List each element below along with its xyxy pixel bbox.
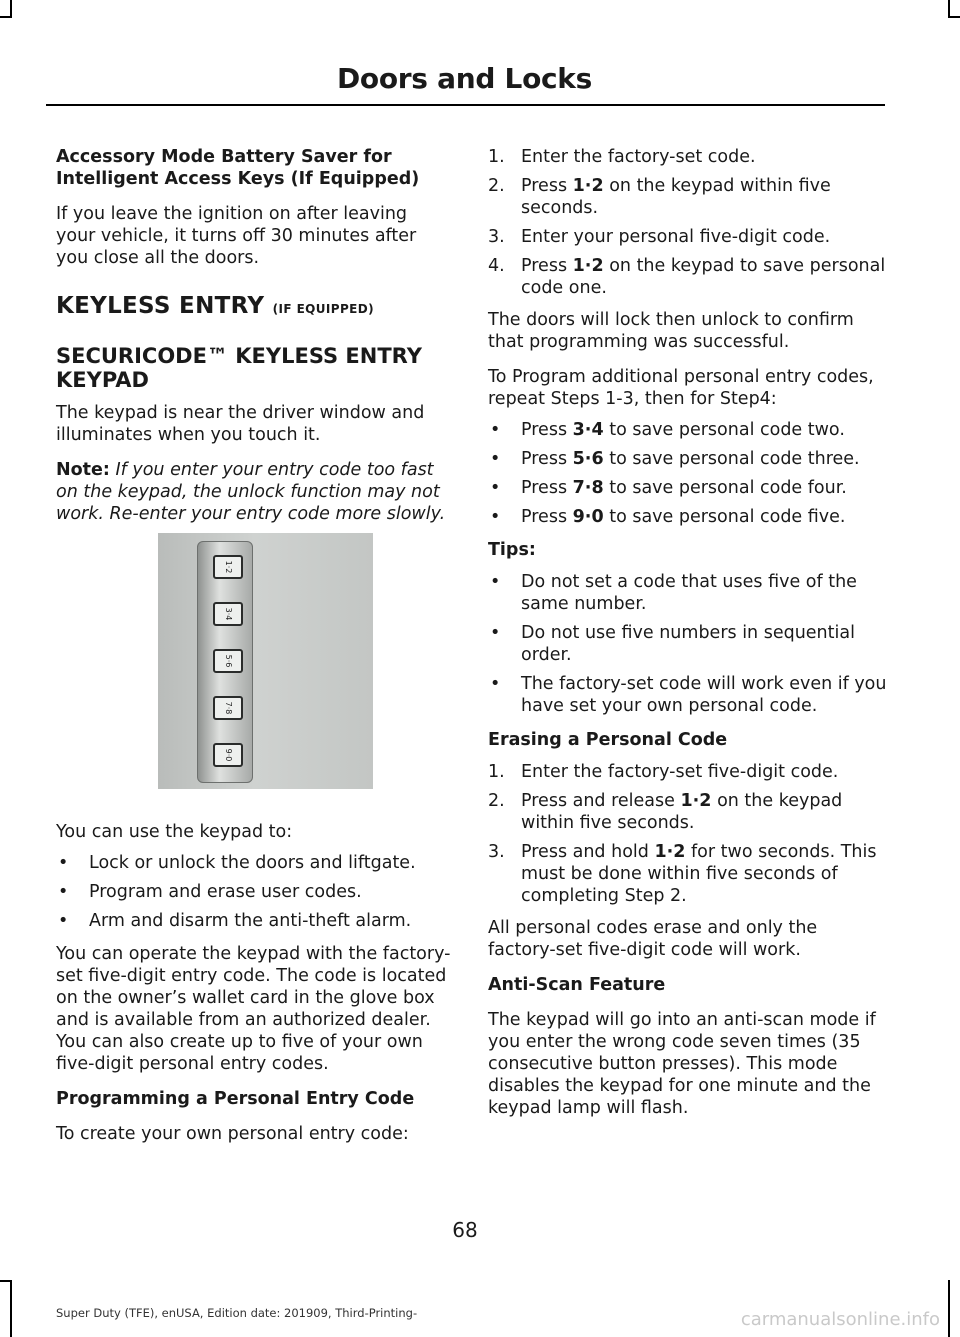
keypad-location-text: The keypad is near the driver window and illuminates when you touch it. [56,403,425,445]
note-text: If you enter your entry code too fast on the keypad, the unlock function may not work. Re-enter your entry code more slowly. [56,460,446,524]
list-item: 3. Enter your personal five-digit code. [488,227,831,247]
watermark: carmanualsonline.info [740,1309,940,1330]
key-label: 1·2 [572,256,604,276]
list-item: • Press 7·8 to save personal code four. [488,477,888,499]
crop-mark [948,1280,950,1337]
programming-heading: Programming a Personal Entry Code [56,1089,415,1109]
keypad-key: 5·6 [213,649,243,673]
list-item: • Press 3·4 to save personal code two. [488,419,888,441]
operate-text: You can operate the keypad with the factory-set five-digit entry code. The code is located on the owner’s wallet card in the glove box and is available from an authorized dealer. You can also create up to five of your own five-digit personal entry codes. [56,944,451,1074]
confirm-text: The doors will lock then unlock to confirm that programming was successful. [488,310,854,352]
list-item: 1. Enter the factory-set five-digit code. [488,762,839,782]
crop-mark [948,16,960,18]
battery-saver-heading: Accessory Mode Battery Saver for Intelligent Access Keys (If Equipped) [56,147,420,189]
list-item: 2. Press 1·2 on the keypad within five seconds. [488,176,831,218]
keypad-key: 7·8 [213,696,243,720]
key-label: 5·6 [572,449,604,469]
erasing-steps [488,761,888,907]
securicode-heading: SECURICODE™ KEYLESS ENTRY KEYPAD [56,344,422,392]
programming-steps [488,146,888,299]
programming-intro: To create your own personal entry code: [56,1124,409,1144]
additional-text: To Program additional personal entry codes, repeat Steps 1-3, then for Step4: [488,367,874,409]
list-item: • Press 9·0 to save personal code five. [488,506,888,528]
additional-codes-list [488,419,888,528]
tips-list [488,571,888,717]
header-divider [46,104,885,106]
tips-heading: Tips: [488,540,536,560]
keyless-entry-title: KEYLESS ENTRY [56,293,265,319]
keypad-strip [197,541,253,783]
crop-mark [0,1280,12,1282]
right-column [488,146,888,1119]
crop-mark [0,16,12,18]
page-number: 68 [452,1218,478,1242]
if-equipped-label: (IF EQUIPPED) [272,302,375,316]
battery-saver-text: If you leave the ignition on after leaving your vehicle, it turns off 30 minutes after you close all the doors. [56,204,417,268]
list-item: • Lock or unlock the doors and liftgate. [56,852,451,874]
left-column [56,146,451,1145]
list-item: • Do not use five numbers in sequential order. [488,622,888,666]
key-label: 1·2 [680,791,712,811]
key-label: 9·0 [572,507,604,527]
note [56,459,451,525]
list-item: • Do not set a code that uses five of the same number. [488,571,888,615]
list-item: • Arm and disarm the anti-theft alarm. [56,910,451,932]
list-item: • The factory-set code will work even if you have set your own personal code. [488,673,888,717]
keypad-key: 1·2 [213,555,243,579]
keypad-figure [158,533,373,789]
list-item: • Program and erase user codes. [56,881,451,903]
edition-info: Super Duty (TFE), enUSA, Edition date: 201909, Third-Printing- [56,1306,418,1320]
uses-list [56,852,451,932]
list-item: 2. Press and release 1·2 on the keypad within five seconds. [488,791,843,833]
antiscan-heading: Anti-Scan Feature [488,975,666,995]
erase-result-text: All personal codes erase and only the factory-set five-digit code will work. [488,918,818,960]
key-label: 1·2 [654,842,686,862]
page-title: Doors and Locks [336,62,592,95]
erasing-heading: Erasing a Personal Code [488,730,728,750]
keyless-entry-heading [56,293,451,322]
crop-mark [10,1280,12,1337]
uses-intro: You can use the keypad to: [56,822,293,842]
keypad-key: 9·0 [213,743,243,767]
antiscan-text: The keypad will go into an anti-scan mode if you enter the wrong code seven times (35 consecutive button presses). This mode disables the keypad for one minute and the keypad lamp will flash. [488,1010,876,1118]
key-label: 1·2 [572,176,604,196]
keypad-key: 3·4 [213,602,243,626]
key-label: 3·4 [572,420,604,440]
list-item: • Press 5·6 to save personal code three. [488,448,888,470]
key-label: 7·8 [572,478,604,498]
note-label: Note: [56,460,110,480]
list-item: 4. Press 1·2 on the keypad to save personal code one. [488,256,886,298]
list-item: 1. Enter the factory-set code. [488,147,756,167]
list-item: 3. Press and hold 1·2 for two seconds. This must be done within five seconds of completing Step 2. [488,842,877,906]
